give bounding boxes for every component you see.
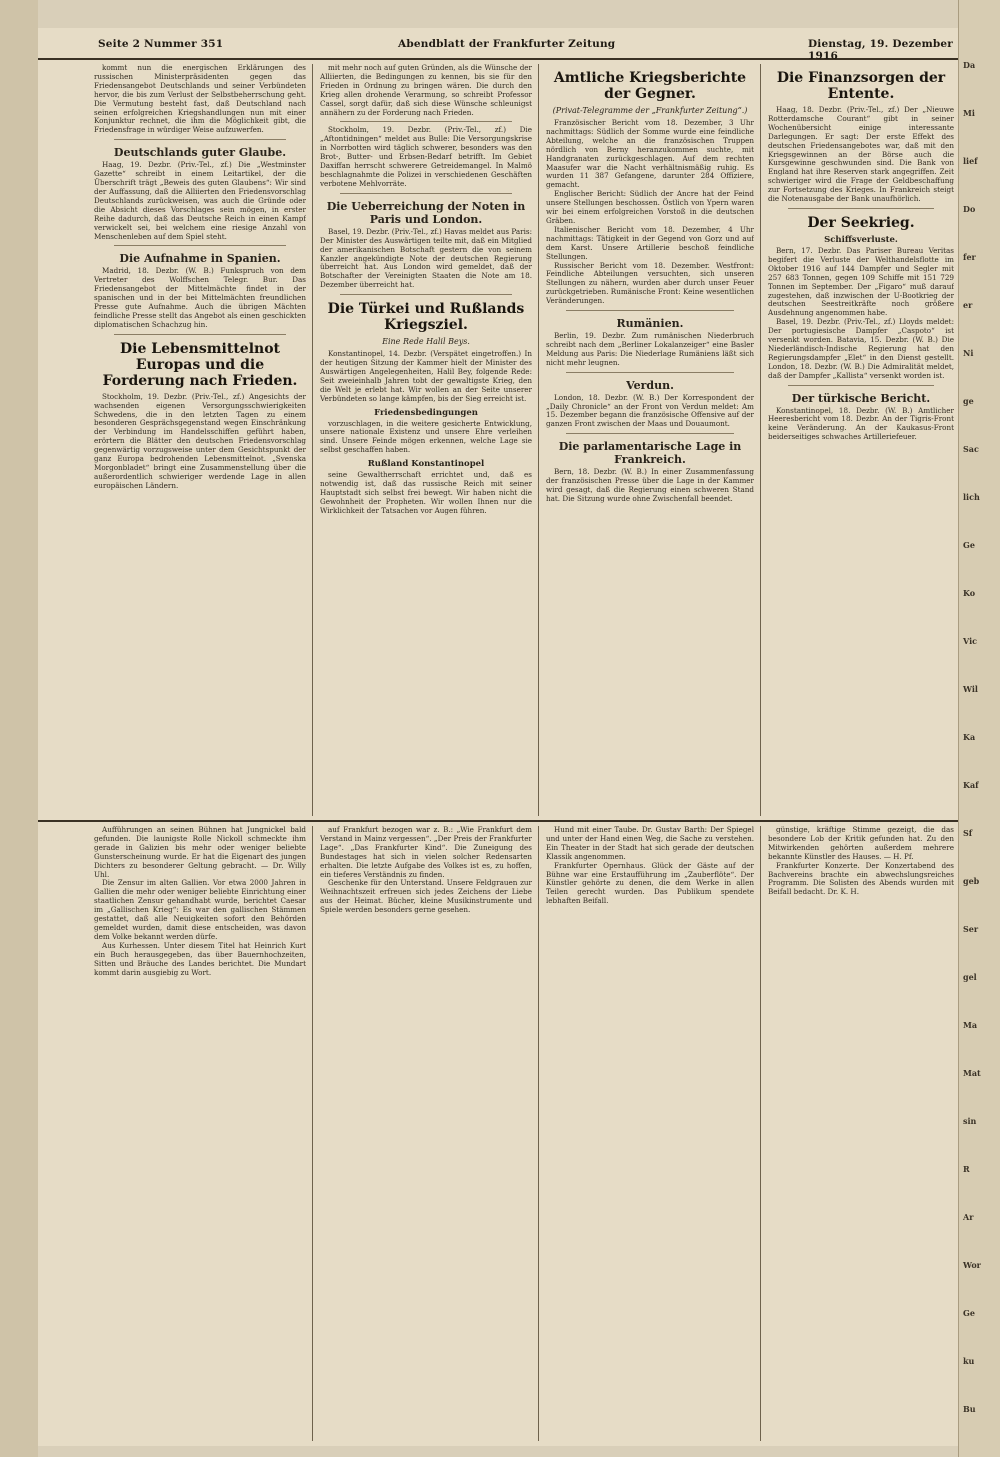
feuilleton-text: Frankfurter Opernhaus. Glück der Gäste auf der Bühne war eine Erstaufführung im „Zauberflöte“. Der Künstler gehörte zu denen, die dem Werke in allen Teilen gerecht wurden. Das Publikum spendete lebhaften Beifall.	[546, 860, 754, 906]
column-3	[546, 64, 754, 816]
feuilleton-column-1	[94, 826, 306, 1441]
feuilleton-column-3	[546, 826, 754, 1441]
adjacent-page-fragment: lief	[963, 156, 978, 166]
col1-intro: kommt nun die energischen Erklärungen des russischen Ministerpräsidenten gegen das Friedensangebot Deutschlands und seiner Verbündeten hervor, die bis zum Verlust der Selbstbeherrschung geht. Die Vermutung besteht fast, daß Deutschland nach seinen erfolgreichen Kriegshandlungen nun mit einer Konjunktur rechnet, die ihm die Möglichkeit gibt, die Friedensfrage in würdiger Weise aufzuwerfen.	[94, 64, 306, 135]
headline-tuerkischer-bericht: Der türkische Bericht.	[791, 391, 931, 405]
adjacent-page-fragment: sin	[963, 1116, 977, 1126]
divider	[340, 193, 512, 194]
headline-spanien: Die Aufnahme in Spanien.	[119, 252, 281, 266]
adjacent-page-fragment: Ser	[963, 924, 979, 934]
adjacent-page-fragment: ku	[963, 1356, 975, 1366]
col3-report-ru: Russischer Bericht vom 18. Dezember. Westfront: Feindliche Abteilungen versuchten, sich unseren Stellungen zu nähern, wurden aber durch unser Feuer zurückgetrieben. Rumänische Front: Keine wesentlichen Veränderungen.	[546, 260, 754, 306]
col2-article-5: seine Gewaltherrschaft errichtet und, daß es notwendig ist, daß das russische Reich mit seiner Hauptstadt sich selbst frei bewegt. Wir haben nicht die Gewohnheit der Propheten. Wir wollen Ihnen nur die Wirklichkeit der Tatsachen vor Augen führen.	[320, 470, 532, 515]
adjacent-page-fragment: gel	[963, 972, 977, 982]
binding-gutter	[0, 0, 38, 1457]
subhead-friedensbedingungen: Friedensbedingungen	[374, 407, 478, 418]
subhead-russland-konstantinopel: Rußland Konstantinopel	[367, 459, 485, 470]
feuilleton-text: günstige, kräftige Stimme gezeigt, die das besondere Lob der Kritik gefunden hat. Zu den Mitwirkenden gehörten außerdem mehrere bekannte Künstler des Hauses. — H. Pf.	[768, 826, 954, 861]
divider	[566, 372, 734, 373]
divider	[340, 294, 512, 295]
column-rule	[312, 826, 313, 1441]
feuilleton-text: Aus Kurhessen. Unter diesem Titel hat Heinrich Kurt ein Buch herausgegeben, das über Bauernhochzeiten, Sitten und Bräuche des Landes berichtet. Die Mundart kommt darin ausgiebig zu Wort.	[94, 940, 306, 977]
adjacent-page-fragment: Vic	[963, 636, 977, 646]
adjacent-page-fragment: geb	[963, 876, 980, 886]
feuilleton-text: Frankfurter Konzerte. Der Konzertabend des Bachvereins brachte ein abwechslungsreiches Programm. Die Solisten des Abends wurden mit Beifall bedacht. Dr. K. H.	[768, 860, 954, 897]
col2-article-1: Stockholm, 19. Dezbr. (Priv.-Tel., zf.) Die „Aftontidningen“ meldet aus Bulle: Die Versorgungskrise in Norrbotten wird täglich schwerer, besonders was den Brot-, Butter- und Erbsen-Bedarf betrifft. Im Gebiet Daxiffan herrscht schwerere Getreidemangel. In Malmö beschlagnahmte die Polizei in verschiedenen Geschäften verbotene Mehlvorräte.	[320, 125, 532, 188]
col3-report-fr: Französischer Bericht vom 18. Dezember, 3 Uhr nachmittags: Südlich der Somme wurde eine feindliche Abteilung, welche an die französischen Truppen nördlich von Berny heranzukommen suchte, mit Handgranaten zurückgeschlagen. Auf dem rechten Maasufer war die Nacht verhältnismäßig ruhig. Es wurden 11 387 Gefangene, darunter 284 Offiziere, gemacht.	[546, 118, 754, 190]
adjacent-page-fragment: Wil	[963, 684, 978, 694]
adjacent-page-fragment: Bu	[963, 1404, 976, 1414]
divider	[114, 139, 286, 140]
column-rule	[760, 64, 761, 816]
col3-article-frankreich: Bern, 18. Dezbr. (W. B.) In einer Zusammenfassung der französischen Presse über die Lage in der Kammer wird gesagt, daß die Regierung einen schweren Stand hat. Die Sitzung wurde ohne Zwischenfall beendet.	[546, 467, 754, 503]
column-rule	[538, 64, 539, 816]
col1-article-3: Stockholm, 19. Dezbr. (Priv.-Tel., zf.) Angesichts der wachsenden eigenen Versorgungsschwierigkeiten Schwedens, die in den letzten Tagen zu einem besonderen Gesprächsgegenstand wegen Einschränkung der Verbindung im Handelsschiffen geführt haben, erörtern die Blätter den deutschen Friedensvorschlag gegenwärtig vorzugsweise unter dem Gesichtspunkt der ganz Europa bedrohenden Lebensmittelnot. „Svenska Morgonbladet“ bringt eine Zusammenstellung über die außerordentlich schwieriger werdende Lage in allen europäischen Ländern.	[94, 391, 306, 490]
column-rule	[760, 826, 761, 1441]
adjacent-page-edge	[958, 0, 1000, 1457]
headline-tuerkei-russland: Die Türkei und Rußlands Kriegsziel.	[327, 301, 525, 334]
masthead	[38, 28, 958, 60]
adjacent-page-fragment: R	[963, 1164, 970, 1174]
adjacent-page-fragment: Mat	[963, 1068, 981, 1078]
col4-article-3: Basel, 19. Dezbr. (Priv.-Tel., zf.) Lloyds meldet: Der portugiesische Dampfer „Caspoto“ ist versenkt worden. Batavia, 15. Dezbr. (W. B.) Die Niederländisch-Indische Regierung hat den Regierungsdampfer „Elet“ in den Dienst gestellt. London, 18. Dezbr. (W. B.) Die Admiralität meldet, daß der Dampfer „Kallista“ versenkt worden ist.	[768, 317, 954, 380]
headline-noten-paris-london: Die Ueberreichung der Noten in Paris und London.	[326, 199, 526, 226]
col3-report-it: Italienischer Bericht vom 18. Dezember, 4 Uhr nachmittags: Tätigkeit in der Gegend von Gorz und auf dem Karst. Unsere Artillerie beschoß feindliche Stellungen.	[546, 224, 754, 261]
headline-lebensmittelnot: Die Lebensmittelnot Europas und die Forderung nach Frieden.	[102, 340, 298, 389]
col2-article-3: Konstantinopel, 14. Dezbr. (Verspätet eingetroffen.) In der heutigen Sitzung der Kammer hielt der Minister des Auswärtigen Angelegenheiten, Halil Bey, folgende Rede: Seit zweieinhalb Jahren tobt der gewaltigste Krieg, den die Welt je erlebt hat. Wir wollen an der Seite unserer Verbündeten so lange kämpfen, bis der Sieg erreicht ist.	[320, 349, 532, 403]
feuilleton-rule	[38, 820, 958, 822]
adjacent-page-fragment: Sf	[963, 828, 973, 838]
adjacent-page-fragment: Mi	[963, 108, 975, 118]
column-rule	[312, 64, 313, 816]
col1-article-1: Haag, 19. Dezbr. (Priv.-Tel., zf.) Die „Westminster Gazette“ schreibt in einem Leitartikel, der die Überschrift trägt „Beweis des guten Glaubens“: Wir sind der Auffassung, daß die Alliierten den Friedensvorschlag Deutschlands zurückweisen, was auch die Gründe oder die Absicht dieses Vorschlages sein mögen, in erster Reihe dadurch, daß das Deutsche Reich in einen Kampf verwickelt sei, bei welchem eine riesige Anzahl von Menschenleben auf dem Spiel steht.	[94, 160, 306, 241]
adjacent-page-fragment: Ar	[963, 1212, 974, 1222]
headline-guter-glaube: Deutschlands guter Glaube.	[113, 146, 287, 160]
feuilleton-text: Aufführungen an seinen Bühnen hat Jungnickel bald gefunden. Die launigste Rolle Nickoll schmeckte ihm gerade in Galizien bis mehr oder weniger beliebte Gunsterscheinung wurde. Er hat die Eigenart des jungen Dichters zu besonderer Geltung gebracht. — Dr. Willy Uhl.	[94, 826, 306, 879]
adjacent-page-fragment: Ge	[963, 540, 975, 550]
headline-parlamentarische-lage: Die parlamentarische Lage in Frankreich.	[558, 440, 742, 467]
column-2	[320, 64, 532, 816]
headline-rumaenien: Rumänien.	[616, 317, 684, 331]
divider	[114, 334, 286, 335]
adjacent-page-fragment: fer	[963, 252, 976, 262]
divider	[114, 245, 286, 246]
adjacent-page-fragment: Da	[963, 60, 976, 70]
col3-article-verdun: London, 18. Dezbr. (W. B.) Der Korrespondent der „Daily Chronicle“ an der Front von Verdun meldet: Am 15. Dezember begann die französische Offensive auf der ganzen Front zwischen der Maas und Douaumont.	[546, 392, 754, 429]
newspaper-title: Abendblatt der Frankfurter Zeitung	[398, 38, 616, 50]
col3-article-rumaenien: Berlin, 19. Dezbr. Zum rumänischen Niederbruch schreibt nach dem „Berliner Lokalanzeiger“ eine Basler Meldung aus Paris: Die Niederlage Rumäniens läßt sich nicht mehr leugnen.	[546, 331, 754, 367]
col2-intro: mit mehr noch auf guten Gründen, als die Wünsche der Alliierten, die Bedingungen zu kennen, bis sie für den Frieden in Ordnung zu bringen wären. Die durch den Krieg allen drohende Verarmung, so schreibt Professor Cassel, sorgt dafür, daß sich diese Wünsche schleunigst annähern zu der Forderung nach Frieden.	[320, 64, 532, 117]
adjacent-page-fragment: Ge	[963, 1308, 975, 1318]
column-1	[94, 64, 306, 816]
col3-report-en: Englischer Bericht: Südlich der Ancre hat der Feind unsere Stellungen beschossen. Östlich von Ypern waren wir bei einem erfolgreichen Vorstoß in die deutschen Gräben.	[546, 189, 754, 225]
adjacent-page-fragment: Sac	[963, 444, 979, 454]
column-4	[768, 64, 954, 816]
subheadline-privat-telegramme: (Privat-Telegramme der „Frankfurter Zeitung“.)	[552, 106, 748, 115]
headline-kriegsberichte: Amtliche Kriegsberichte der Gegner.	[553, 70, 747, 102]
divider	[788, 208, 934, 209]
headline-seekrieg: Der Seekrieg.	[807, 214, 915, 231]
col4-article-1: Haag, 18. Dezbr. (Priv.-Tel., zf.) Der „Nieuwe Rotterdamsche Courant“ gibt in seiner Wochenübersicht einige interessante Darlegungen. Er sagt: Der erste Effekt des deutschen Friedensangebotes war, daß mit den Kriegsgewinnen an der Börse auch die Kursgewinne geschwunden sind. Die Bank von England hat ihre Reserven stark angegriffen. Zeit schwieriger wird die Frage der Geldbeschaffung zur Fortsetzung des Krieges. In Frankreich steigt die Notenausgabe der Bank unaufhörlich.	[768, 105, 954, 204]
headline-finanzsorgen: Die Finanzsorgen der Entente.	[776, 70, 946, 102]
feuilleton-text: Hund mit einer Taube. Dr. Gustav Barth: Der Spiegel und unter der Hand einen Weg, die Sache zu verstehen. Ein Theater in der Stadt hat sich gerade der deutschen Klassik angenommen.	[546, 826, 754, 861]
col2-article-2: Basel, 19. Dezbr. (Priv.-Tel., zf.) Havas meldet aus Paris: Der Minister des Auswärtigen teilte mit, daß ein Mitglied der amerikanischen Botschaft gestern die von seinem Kanzler angekündigte Note der deutschen Regierung überreicht hat. Aus London wird gemeldet, daß der Botschafter der Vereinigten Staaten die Note am 18. Dezember überreicht hat.	[320, 226, 532, 290]
page-number: Seite 2 Nummer 351	[98, 38, 224, 50]
issue-date: Dienstag, 19. Dezember 1916	[808, 38, 954, 62]
adjacent-page-fragment: er	[963, 300, 973, 310]
adjacent-page-fragment: Ka	[963, 732, 976, 742]
adjacent-page-fragment: Kaf	[963, 780, 979, 790]
feuilleton-text: Geschenke für den Unterstand. Unsere Feldgrauen zur Weihnachtszeit erfreuen sich jedes Zeichens der Liebe aus der Heimat. Bücher, kleine Musikinstrumente und Spiele werden besonders gerne gesehen.	[320, 878, 532, 915]
adjacent-page-fragment: Wor	[963, 1260, 981, 1270]
divider	[788, 385, 934, 386]
feuilleton-column-2	[320, 826, 532, 1441]
adjacent-page-fragment: ge	[963, 396, 974, 406]
adjacent-page-fragment: Ni	[963, 348, 974, 358]
adjacent-page-fragment: lich	[963, 492, 980, 502]
col4-article-2: Bern, 17. Dezbr. Das Pariser Bureau Veritas begifert die Verluste der Welthandelsflotte im Oktober 1916 auf 144 Dampfer und Segler mit 257 683 Tonnen, gegen 109 Schiffe mit 151 729 Tonnen im September. Der „Figaro“ muß darauf zugestehen, daß inzwischen der U-Bootkrieg der deutschen Seestreitkräfte noch größere Ausdehnung angenommen habe.	[768, 245, 954, 318]
adjacent-page-fragment: Ma	[963, 1020, 978, 1030]
adjacent-page-fragment: Do	[963, 204, 976, 214]
headline-verdun: Verdun.	[626, 378, 674, 392]
divider	[566, 433, 734, 434]
adjacent-page-fragment: Ko	[963, 588, 976, 598]
feuilleton-text: Die Zensur im alten Gallien. Vor etwa 2000 Jahren in Gallien die mehr oder weniger beliebte Einrichtung einer staatlichen Zensur gehandhabt wurde, berichtet Caesar im „Gallischen Krieg“: Es war den gallischen Stämmen gestattet, daß alle Neuigkeiten sofort den Behörden gemeldet wurden, damit diese entscheiden, was davon dem Volke bekannt werden dürfe.	[94, 878, 306, 941]
divider	[566, 310, 734, 311]
subheadline-halil-bey: Eine Rede Halil Beys.	[382, 337, 470, 347]
col2-article-4: vorzuschlagen, in die weitere gesicherte Entwicklung, unsere nationale Existenz und unsere Ehre verleihen sind. Unsere Feinde mögen erkennen, welche Lage sie selbst geschaffen haben.	[320, 418, 532, 455]
col1-article-2: Madrid, 18. Dezbr. (W. B.) Funkspruch von dem Vertreter des Wolffschen Telegr. Bur. Das Friedensangebot der Mittelmächte findet in der spanischen und in der bei Mittelmächten freundlichen Presse gute Aufnahme. Auch die übrigen Mächten feindliche Presse stellt das Angebot als einen geschickten diplomatischen Schachzug hin.	[94, 266, 306, 329]
col4-article-4: Konstantinopel, 18. Dezbr. (W. B.) Amtlicher Heeresbericht vom 18. Dezbr. An der Tigris-Front keine Veränderung. An der Kaukasus-Front beiderseitiges schwaches Artilleriefeuer.	[768, 405, 954, 442]
subhead-schiffsverluste: Schiffsverluste.	[824, 234, 898, 245]
column-rule	[538, 826, 539, 1441]
newspaper-page	[38, 28, 958, 1446]
feuilleton-text: auf Frankfurt bezogen war z. B.: „Wie Frankfurt dem Verstand in Mainz vergessen“. „Der Preis der Frankfurter Lage“. „Das Frankfurter Kind“. Die Zuneigung des Bundestages hat sich in vielen solcher Redensarten erhalten. Die letzte Aufgabe des Volkes ist es, zu hoffen, ein tieferes Verständnis zu finden.	[320, 826, 532, 879]
feuilleton-column-4	[768, 826, 954, 1441]
divider	[340, 121, 512, 122]
